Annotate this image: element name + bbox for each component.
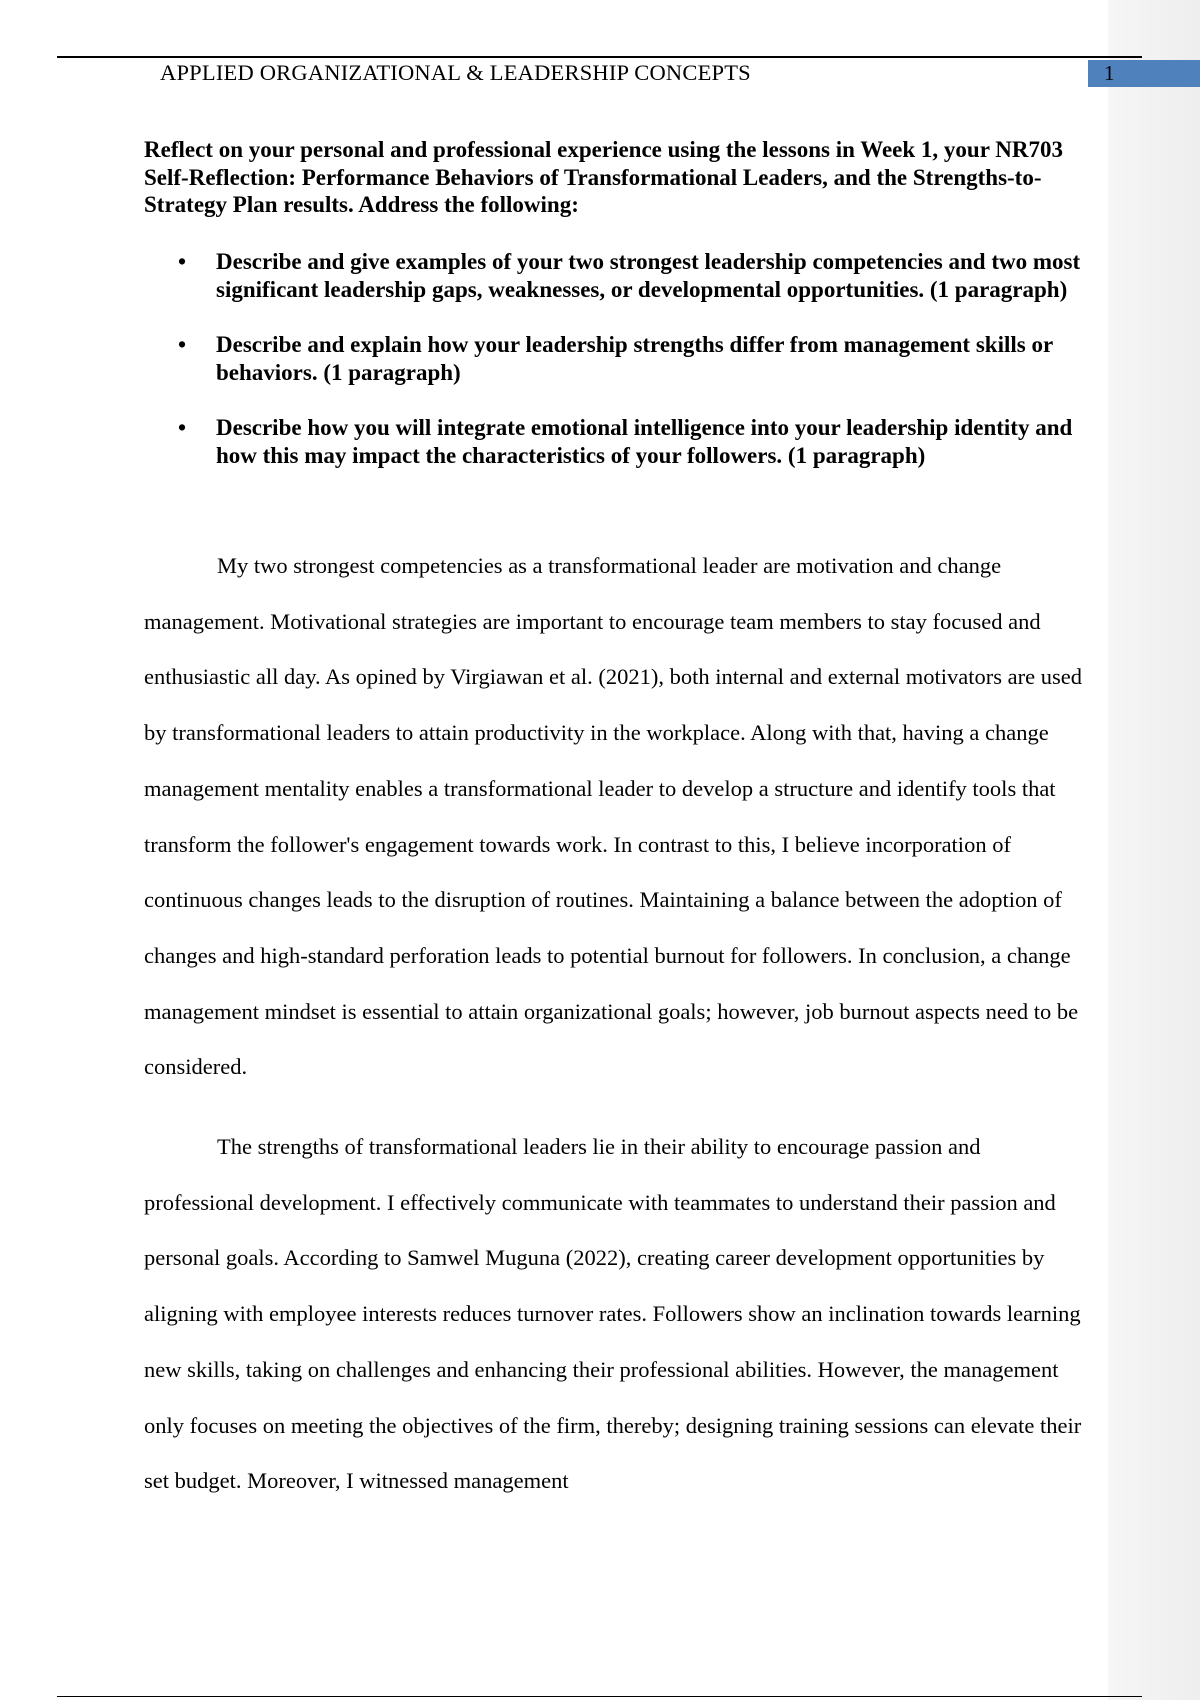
bullet-text: Describe how you will integrate emotional intelligence into your leadership identity and how this may impact the characteristics of your followers. (1 paragraph) (216, 415, 1073, 468)
bullet-text: Describe and explain how your leadership strengths differ from management skills or behaviors. (1 paragraph) (216, 332, 1053, 385)
bullet-icon: • (178, 249, 187, 274)
bullet-icon: • (178, 332, 187, 357)
page-edge-shadow (1108, 0, 1200, 1700)
list-item (144, 414, 1104, 469)
footer-rule (57, 1696, 1142, 1697)
assignment-prompt: Reflect on your personal and professional experience using the lessons in Week 1, your NR703 Self-Reflection: Performance Behaviors of Transformational Leaders, and the Strengths-to- Strategy Plan results. Address the following: (144, 137, 1063, 217)
bullet-icon: • (178, 415, 187, 440)
bullet-text: Describe and give examples of your two strongest leadership competencies and two most significant leadership gaps, weaknesses, or developmental opportunities. (1 paragraph) (216, 249, 1081, 302)
list-item (144, 331, 1104, 386)
header-rule (57, 56, 1142, 58)
body-paragraph-1: My two strongest competencies as a transformational leader are motivation and change management. Motivational strategies are important to encourage team members to stay focused and enthusiastic all day. As opined by Virgiawan et al. (2021), both internal and external motivators are used by transformational leaders to attain productivity in the workplace. Along with that, having a change management mentality enables a transformational leader to develop a structure and identify tools that transform the follower's engagement towards work. In contrast to this, I believe incorporation of continuous changes leads to the disruption of routines. Maintaining a balance between the adoption of changes and high-standard perforation leads to potential burnout for followers. In conclusion, a change management mindset is essential to attain organizational goals; however, job burnout aspects need to be considered. (144, 553, 1082, 1080)
page-number: 1 (1088, 60, 1200, 87)
prompt-bullet-list (144, 248, 1104, 497)
running-head: APPLIED ORGANIZATIONAL & LEADERSHIP CONCEPTS (160, 60, 751, 85)
body-paragraph-2: The strengths of transformational leaders lie in their ability to encourage passion and professional development. I effectively communicate with teammates to understand their passion and personal goals. According to Samwel Muguna (2022), creating career development opportunities by aligning with employee interests reduces turnover rates. Followers show an inclination towards learning new skills, taking on challenges and enhancing their professional abilities. However, the management only focuses on meeting the objectives of the firm, thereby; designing training sessions can elevate their set budget. Moreover, I witnessed management (144, 1134, 1082, 1494)
list-item (144, 248, 1104, 303)
